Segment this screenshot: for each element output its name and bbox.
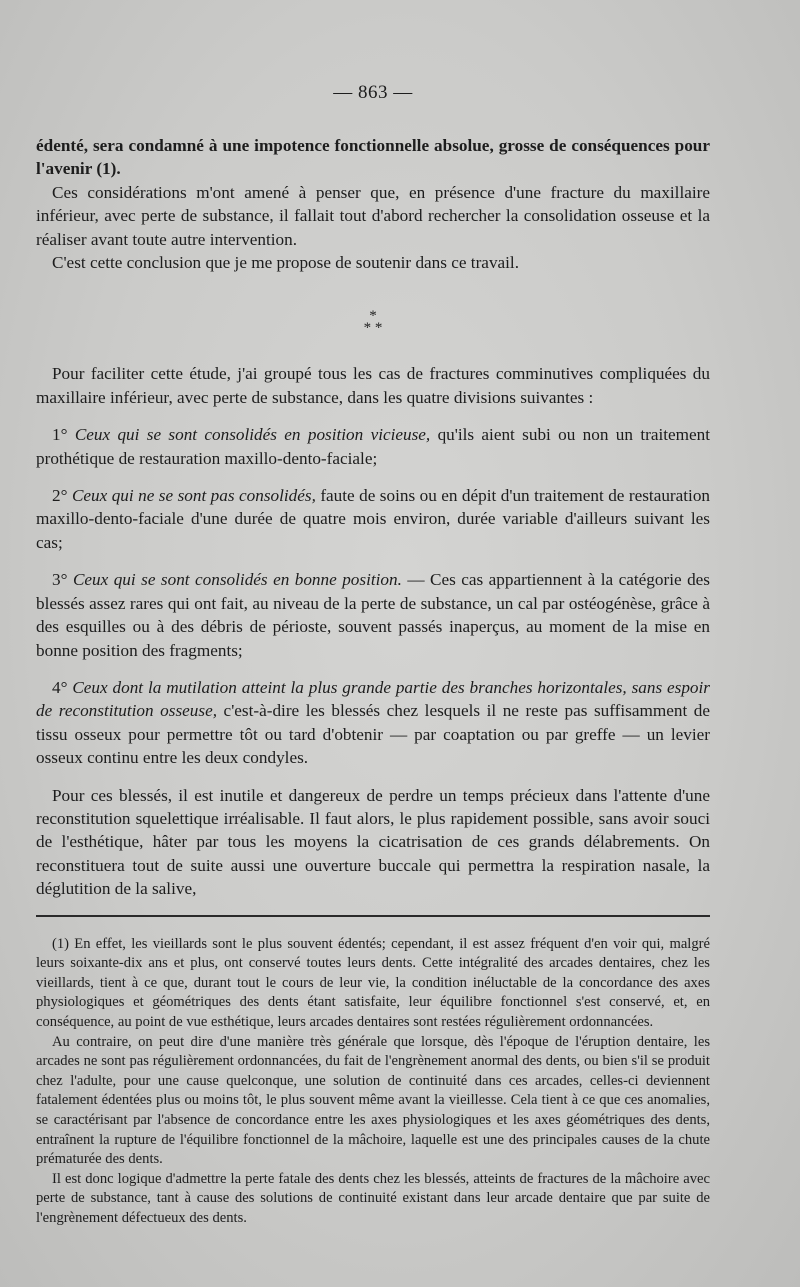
list-item-4-number: 4° — [52, 677, 68, 697]
list-item-3-number: 3° — [52, 570, 68, 590]
list-item-1-number: 1° — [52, 425, 68, 445]
list-item-3-title: Ceux qui se sont consolidés en bonne position. — [72, 570, 402, 590]
list-item-3 — [36, 568, 710, 662]
page-number: — 863 — — [333, 82, 413, 103]
list-item-1-title: Ceux qui se sont consolidés en position vicieuse, — [74, 425, 431, 445]
footnote — [36, 935, 710, 1229]
list-item-3-text: — Ces cas appartiennent à la catégorie des blessés assez rares qui ont fait, au niveau de la perte de substance, un cal par ostéogénèse, grâce à des esquilles ou à des débris de périoste, souvent passés inaperçus, au moment de la mise en bonne position des fragments; — [36, 570, 710, 660]
asterism-bottom: * * — [363, 320, 383, 337]
list-item-1 — [36, 423, 710, 470]
paragraph-continuation: édenté, sera condamné à une impotence fonctionnelle absolue, grosse de conséquences pour l'avenir (1). — [36, 136, 710, 179]
list-item-4-text: c'est-à-dire les blessés chez lesquels il ne reste pas suffisamment de tissu osseux pour permettre tôt ou tard d'obtenir — par coaptation ou par greffe — un levier osseux continu entre les deux condyles. — [36, 701, 710, 768]
footnote-separator — [36, 915, 710, 917]
paragraph-conclusion: C'est cette conclusion que je me propose de soutenir dans ce travail. — [52, 253, 520, 273]
asterism-top: * — [369, 308, 377, 325]
list-item-2-title: Ceux qui ne se sont pas consolidés, — [71, 486, 316, 506]
list-item-2-number: 2° — [52, 486, 68, 506]
paragraph-intro-divisions: Pour faciliter cette étude, j'ai groupé tous les cas de fractures comminutives compliquées du maxillaire inférieur, avec perte de substance, dans les quatre divisions suivantes : — [36, 364, 710, 407]
list-item-2 — [36, 484, 710, 554]
list-item-4-title: Ceux dont la mutilation atteint la plus grande partie des branches horizontales, sans espoir de reconstitution osseuse, — [36, 677, 710, 721]
body-text — [36, 134, 710, 901]
list-item-4 — [36, 676, 710, 770]
section-asterism — [36, 308, 710, 337]
paragraph-treatment: Pour ces blessés, il est inutile et dangereux de perdre un temps précieux dans l'attente d'une reconstitution squelettique irréalisable. Il faut alors, le plus rapidement possible, sans avoir souci de l'esthétique, hâter par tous les moyens la cicatrisation de ces grands délabrements. On reconstituera tout de suite aussi une ouverture buccale qui permettra la respiration nasale, la déglutition de la salive, — [36, 785, 710, 899]
paragraph-considerations: Ces considérations m'ont amené à penser que, en présence d'une fracture du maxillaire inférieur, avec perte de substance, il fallait tout d'abord rechercher la consolidation osseuse et la réaliser avant toute autre intervention. — [36, 182, 710, 249]
list-item-2-text: faute de soins ou en dépit d'un traitement de restauration maxillo-dento-faciale d'une durée de quatre mois environ, durée variable d'ailleurs suivant les cas; — [36, 486, 711, 552]
footnote-paragraph-2: Au contraire, on peut dire d'une manière très générale que lorsque, dès l'époque de l'éruption dentaire, les arcades ne sont pas régulièrement ordonnancées, du fait de l'engrènement anormal des dents, ou bien s'il se produit chez l'adulte, pour une cause quelconque, une solution de continuité dans ces arcades, celles-ci deviennent fatalement édentées plus ou moins tôt, le plus souvent même avant la vieillesse. Cela tient à ce que ces anomalies, se caractérisant par l'absence de concordance entre les axes physiologiques et les axes géométriques des dents, entraînent la rupture de l'équilibre fonctionnel de la mâchoire, laquelle est une des principales causes de la chute prématurée des dents. — [36, 1033, 710, 1168]
footnote-paragraph-3: Il est donc logique d'admettre la perte fatale des dents chez les blessés, atteints de fractures de la mâchoire avec perte de substance, tant à cause des solutions de continuité existant dans leur arcade dentaire que par suite de l'engrènement défectueux des dents. — [36, 1170, 710, 1226]
list-item-1-text: qu'ils aient subi ou non un traitement prothétique de restauration maxillo-dento-faciale; — [36, 425, 710, 468]
footnote-paragraph-1: (1) En effet, les vieillards sont le plus souvent édentés; cependant, il est assez fréquent d'en voir qui, malgré leurs soixante-dix ans et plus, ont conservé toutes leurs dents. Cette intégralité des arcades dentaires, chez les vieillards, tient à ce que, durant tout le cours de leur vie, la condition inéluctable de la concordance des axes physiologiques et géométriques des dents étant satisfaite, leur équilibre fonctionnel s'est conservé, et, en conséquence, au point de vue esthétique, leurs arcades dentaires sont restées régulièrement ordonnancées. — [36, 935, 710, 1030]
